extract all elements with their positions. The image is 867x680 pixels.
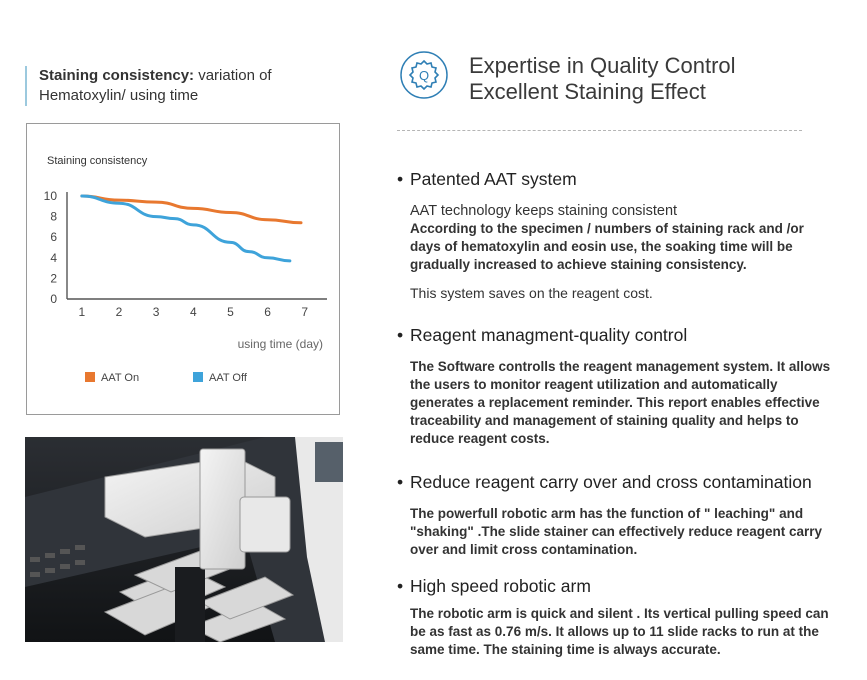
section-text: The Software controlls the reagent management system. It allows the users to monitor reagent utilization and automatically generates a replacement reminder. This report enables effective traceability and management of staining quality and helps to reduce reagent costs.	[410, 359, 831, 446]
section-title: High speed robotic arm	[410, 576, 591, 596]
svg-text:Q: Q	[418, 68, 430, 83]
section-lead: AAT technology keeps staining consistent	[410, 203, 678, 219]
section-aat: • Patented AAT system AAT technology keeps staining consistent According to the specimen / numbers of staining rack and /or days of hematoxylin and eosin use, the soaking time will be gradually increased to achieve staining consistency. This system saves on the reagent cost.	[397, 168, 837, 302]
chart-title: Staining consistency	[47, 155, 148, 167]
x-tick-label: 3	[152, 305, 160, 319]
series-line-1	[82, 196, 290, 261]
section-text: According to the specimen / numbers of staining rack and /or days of hematoxylin and eosin use, the soaking time will be gradually increased to achieve staining consistency.	[410, 221, 804, 272]
section-text: The powerfull robotic arm has the function of " leaching" and "shaking" .The slide stainer can effectively reduce reagent carry over and limit cross contamination.	[410, 506, 822, 557]
section-robotic: • High speed robotic arm The robotic arm is quick and silent . Its vertical pulling speed can be as fast as 0.76 m/s. It allows up to 11 slide racks to run at the same time. The staining time is always accurate.	[397, 575, 837, 659]
series-line-0	[82, 196, 301, 223]
x-tick-label: 7	[301, 305, 309, 319]
section-title: Reduce reagent carry over and cross contamination	[410, 472, 812, 492]
section-text2: This system saves on the reagent cost.	[410, 285, 653, 301]
x-tick-label: 5	[227, 305, 234, 319]
section-reagent: • Reagent managment-quality control The Software controlls the reagent management system. It allows the users to monitor reagent utilization and automatically generates a replacement reminder. This report enables effective traceability and management of staining quality and helps to reduce reagent costs.	[397, 324, 837, 448]
section-carryover: • Reduce reagent carry over and cross contamination The powerfull robotic arm has the function of " leaching" and "shaking" .The slide stainer can effectively reduce reagent carry over and limit cross contamination.	[397, 471, 837, 559]
dashed-divider	[397, 130, 802, 131]
robotic-arm-photo	[25, 437, 343, 642]
x-tick-label: 1	[78, 305, 86, 319]
legend-swatch	[193, 372, 203, 382]
consistency-chart	[27, 124, 339, 414]
section-text: The robotic arm is quick and silent . Its vertical pulling speed can be as fast as 0.76 m/s. It allows up to 11 slide racks to run at the same time. The staining time is always accurate.	[410, 606, 829, 657]
x-tick-label: 4	[189, 305, 197, 319]
header-title	[469, 53, 736, 105]
caption-strong: Staining consistency:	[39, 67, 195, 84]
y-tick-label: 8	[50, 209, 57, 224]
quality-gear-icon	[399, 50, 449, 100]
x-tick-label: 2	[115, 305, 123, 319]
chart-panel	[26, 123, 340, 415]
y-tick-label: 0	[50, 292, 57, 306]
x-axis-label: using time (day)	[237, 337, 323, 351]
chart-caption	[25, 66, 339, 106]
y-tick-label: 2	[50, 271, 57, 286]
y-tick-label: 6	[50, 230, 57, 245]
caption-rest: variation of Hematoxylin/ using time	[39, 67, 272, 104]
y-tick-label: 10	[43, 189, 57, 203]
legend-label: AAT On	[101, 372, 140, 384]
legend-swatch	[85, 372, 95, 382]
x-tick-label: 6	[264, 305, 271, 319]
section-title: Reagent managment-quality control	[410, 325, 688, 345]
section-title: Patented AAT system	[410, 169, 577, 189]
header-title-line1: Expertise in Quality Control	[469, 53, 736, 78]
legend-label: AAT Off	[209, 372, 247, 384]
y-tick-label: 4	[50, 250, 57, 265]
header-title-line2: Excellent Staining Effect	[469, 79, 706, 104]
